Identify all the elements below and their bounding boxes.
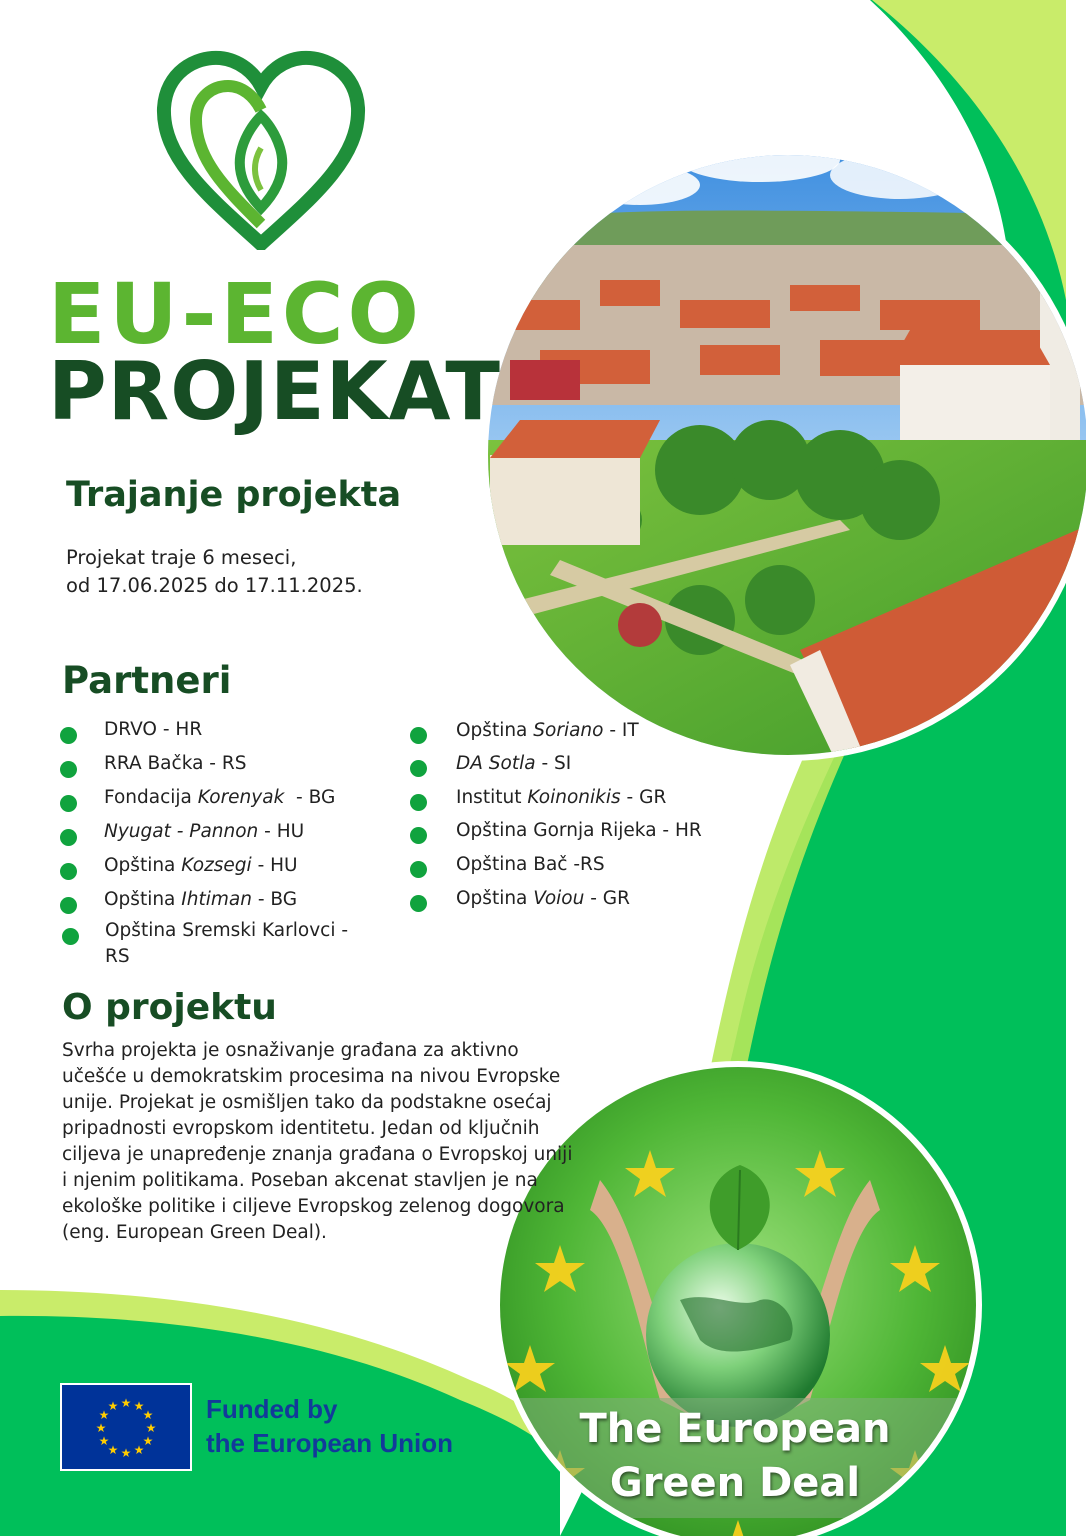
partner-text: Opština Bač -RS	[456, 854, 605, 875]
partner-country: - IT	[603, 720, 639, 741]
partner-name: Voiou	[533, 888, 585, 909]
bullet-icon	[60, 727, 77, 744]
about-line: pripadnosti evropskom identitetu. Jedan od ključnih	[62, 1118, 540, 1139]
partner-name: Koinonikis	[527, 787, 621, 808]
svg-text:★: ★	[120, 1446, 132, 1460]
about-line: ciljeva je unapređenje znanja građana o Evropskoj uniji	[62, 1144, 573, 1165]
brand-title: EU-ECO	[48, 265, 423, 363]
partner-item	[104, 853, 298, 879]
about-line: učešće u demokratskim procesima na nivou Evropske	[62, 1066, 561, 1087]
svg-text:★: ★	[145, 1421, 157, 1435]
bullet-icon	[410, 794, 427, 811]
bullet-icon	[62, 928, 79, 945]
bullet-icon	[410, 760, 427, 777]
partner-text: Opština	[456, 888, 534, 909]
partner-name: Korenyak	[197, 787, 285, 808]
eu-stars-icon	[62, 1385, 190, 1469]
bullet-icon	[410, 895, 427, 912]
about-line: ekološke politike i ciljeve Evropskog zelenog dogovora	[62, 1196, 565, 1217]
partner-text: Opština Gornja Rijeka - HR	[456, 820, 702, 841]
heart-leaf-icon	[150, 48, 372, 250]
partner-country: - BG	[284, 787, 336, 808]
duration-line: od 17.06.2025 do 17.11.2025.	[66, 574, 363, 597]
bullet-icon	[410, 861, 427, 878]
partner-item	[456, 718, 639, 744]
partner-country: - HU	[258, 821, 305, 842]
bullet-icon	[410, 827, 427, 844]
partner-name: Soriano	[533, 720, 604, 741]
bullet-icon	[60, 863, 77, 880]
partner-country: - SI	[535, 753, 572, 774]
partner-country: - HU	[251, 855, 298, 876]
partner-country: - GR	[620, 787, 667, 808]
green-deal-caption	[560, 1402, 910, 1510]
svg-text:★: ★	[98, 1408, 110, 1422]
about-heading: O projektu	[62, 987, 277, 1028]
eu-flag-icon	[60, 1383, 192, 1471]
bullet-icon	[60, 829, 77, 846]
partners-heading: Partneri	[62, 659, 232, 702]
about-line: Svrha projekta je osnaživanje građana za aktivno	[62, 1040, 519, 1061]
partner-name: Kozsegi	[181, 855, 252, 876]
svg-text:★: ★	[95, 1421, 107, 1435]
funded-line: the European Union	[206, 1428, 453, 1458]
partner-item	[456, 818, 702, 844]
green-deal-line: Green Deal	[609, 1460, 861, 1506]
partner-text: Fondacija	[104, 787, 198, 808]
svg-text:★: ★	[107, 1443, 119, 1457]
partner-country: RS	[105, 946, 130, 967]
partner-item	[104, 751, 246, 777]
bullet-icon	[410, 727, 427, 744]
green-deal-line: The European	[579, 1406, 891, 1452]
partner-country: - GR	[584, 888, 630, 909]
partner-name: Nyugat - Pannon	[104, 821, 259, 842]
bullet-icon	[60, 795, 77, 812]
about-line: unije. Projekat je osmišljen tako da podstakne osećaj	[62, 1092, 552, 1113]
svg-text:★: ★	[142, 1434, 154, 1448]
partner-item	[104, 819, 304, 845]
svg-text:★: ★	[98, 1434, 110, 1448]
funded-by-label	[206, 1392, 453, 1460]
about-line: (eng. European Green Deal).	[62, 1222, 327, 1243]
svg-text:★: ★	[133, 1399, 145, 1413]
about-paragraph	[62, 1038, 592, 1246]
partner-item	[456, 751, 571, 777]
duration-heading: Trajanje projekta	[66, 475, 402, 515]
partner-item	[456, 886, 630, 912]
partner-country: - BG	[251, 889, 298, 910]
partner-item	[104, 717, 202, 743]
partner-item	[105, 918, 348, 970]
partner-item	[456, 785, 666, 811]
brand-subtitle: PROJEKAT	[48, 345, 501, 438]
partner-name: Ihtiman	[181, 889, 252, 910]
svg-text:★: ★	[142, 1408, 154, 1422]
svg-text:★: ★	[107, 1399, 119, 1413]
partner-text: Opština	[104, 855, 182, 876]
bullet-icon	[60, 897, 77, 914]
partner-item	[456, 852, 605, 878]
duration-line: Projekat traje 6 meseci,	[66, 546, 297, 569]
partner-text: Opština	[456, 720, 534, 741]
partner-text: Opština	[104, 889, 182, 910]
partner-text: DRVO - HR	[104, 719, 203, 740]
svg-text:★: ★	[120, 1396, 132, 1410]
funded-line: Funded by	[206, 1394, 338, 1424]
partner-item	[104, 887, 297, 913]
duration-text	[66, 544, 466, 600]
about-line: i njenim politikama. Poseban akcenat stavljen je na	[62, 1170, 538, 1191]
partner-text: RRA Bačka - RS	[104, 753, 247, 774]
partner-item	[104, 785, 335, 811]
partner-text: Opština Sremski Karlovci -	[105, 920, 349, 941]
partner-text: Institut	[456, 787, 528, 808]
bullet-icon	[60, 761, 77, 778]
partner-name: DA Sotla	[456, 753, 536, 774]
svg-text:★: ★	[133, 1443, 145, 1457]
